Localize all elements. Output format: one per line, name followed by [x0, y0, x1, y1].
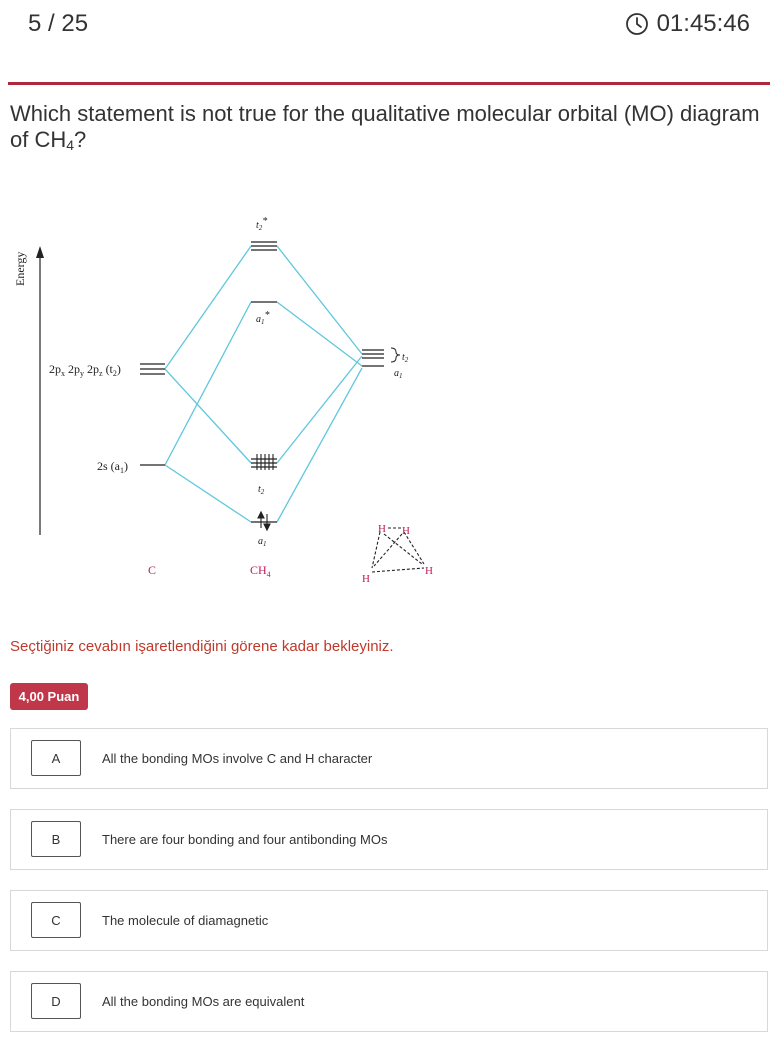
- h-atom: H: [402, 525, 410, 537]
- energy-axis-label: Energy: [13, 251, 27, 286]
- option-a[interactable]: [10, 728, 768, 789]
- column-label-ch4: $CH_4$: [250, 563, 271, 579]
- question-suffix: ?: [74, 127, 87, 152]
- mo-t2-star-levels: [251, 242, 277, 250]
- option-text: There are four bonding and four antibonding MOs: [102, 832, 388, 847]
- option-c[interactable]: [10, 890, 768, 951]
- h-t2-label: $t_2$: [402, 352, 409, 364]
- header-divider: [8, 82, 770, 85]
- option-letter[interactable]: D: [31, 983, 81, 1019]
- question-body: Which statement is not true for the qualitative molecular orbital (MO) diagram of CH: [10, 101, 760, 152]
- option-b[interactable]: [10, 809, 768, 870]
- correlation-lines: [165, 246, 362, 522]
- mo-diagram: [0, 200, 784, 600]
- h-a1-label: $a_1$: [394, 368, 403, 380]
- question-subscript: 4: [66, 137, 75, 153]
- h-t2-brace: [391, 348, 400, 362]
- option-text: All the bonding MOs involve C and H character: [102, 751, 373, 766]
- mo-t2-label: $t_2$: [258, 484, 265, 496]
- option-d[interactable]: [10, 971, 768, 1032]
- c-2p-levels: [140, 364, 165, 374]
- option-letter[interactable]: C: [31, 902, 81, 938]
- column-label-c: C: [148, 563, 157, 577]
- c-2s-label: 2s $(a_1)$: [97, 459, 128, 475]
- timer-value: 01:45:46: [656, 10, 750, 37]
- question-text: [10, 101, 770, 158]
- question-counter: 5 / 25: [28, 10, 89, 37]
- h-atom: H: [425, 565, 433, 577]
- option-letter[interactable]: B: [31, 821, 81, 857]
- h-atom: H: [362, 573, 370, 585]
- mo-a1-star-label: $a_1*$: [256, 310, 270, 326]
- clock-icon: [625, 12, 649, 36]
- wait-message: Seçtiğiniz cevabın işaretlendiğini görene kadar bekleyiniz.: [10, 638, 394, 655]
- energy-axis-arrow: [36, 246, 44, 258]
- h-t2-levels: [362, 350, 384, 358]
- option-letter[interactable]: A: [31, 740, 81, 776]
- mo-a1-label: $a_1$: [258, 536, 267, 548]
- mo-t2-star-label: $t_2*$: [256, 216, 268, 232]
- c-2p-label: $2p_x$ $2p_y$ $2p_z$ $(t_2)$: [49, 362, 121, 378]
- h-atom: H: [378, 523, 386, 535]
- mo-a1-electrons: [258, 512, 270, 530]
- option-text: The molecule of diamagnetic: [102, 913, 269, 928]
- points-badge: 4,00 Puan: [10, 683, 88, 710]
- header: [0, 0, 784, 84]
- timer: [625, 10, 750, 38]
- option-text: All the bonding MOs are equivalent: [102, 994, 305, 1009]
